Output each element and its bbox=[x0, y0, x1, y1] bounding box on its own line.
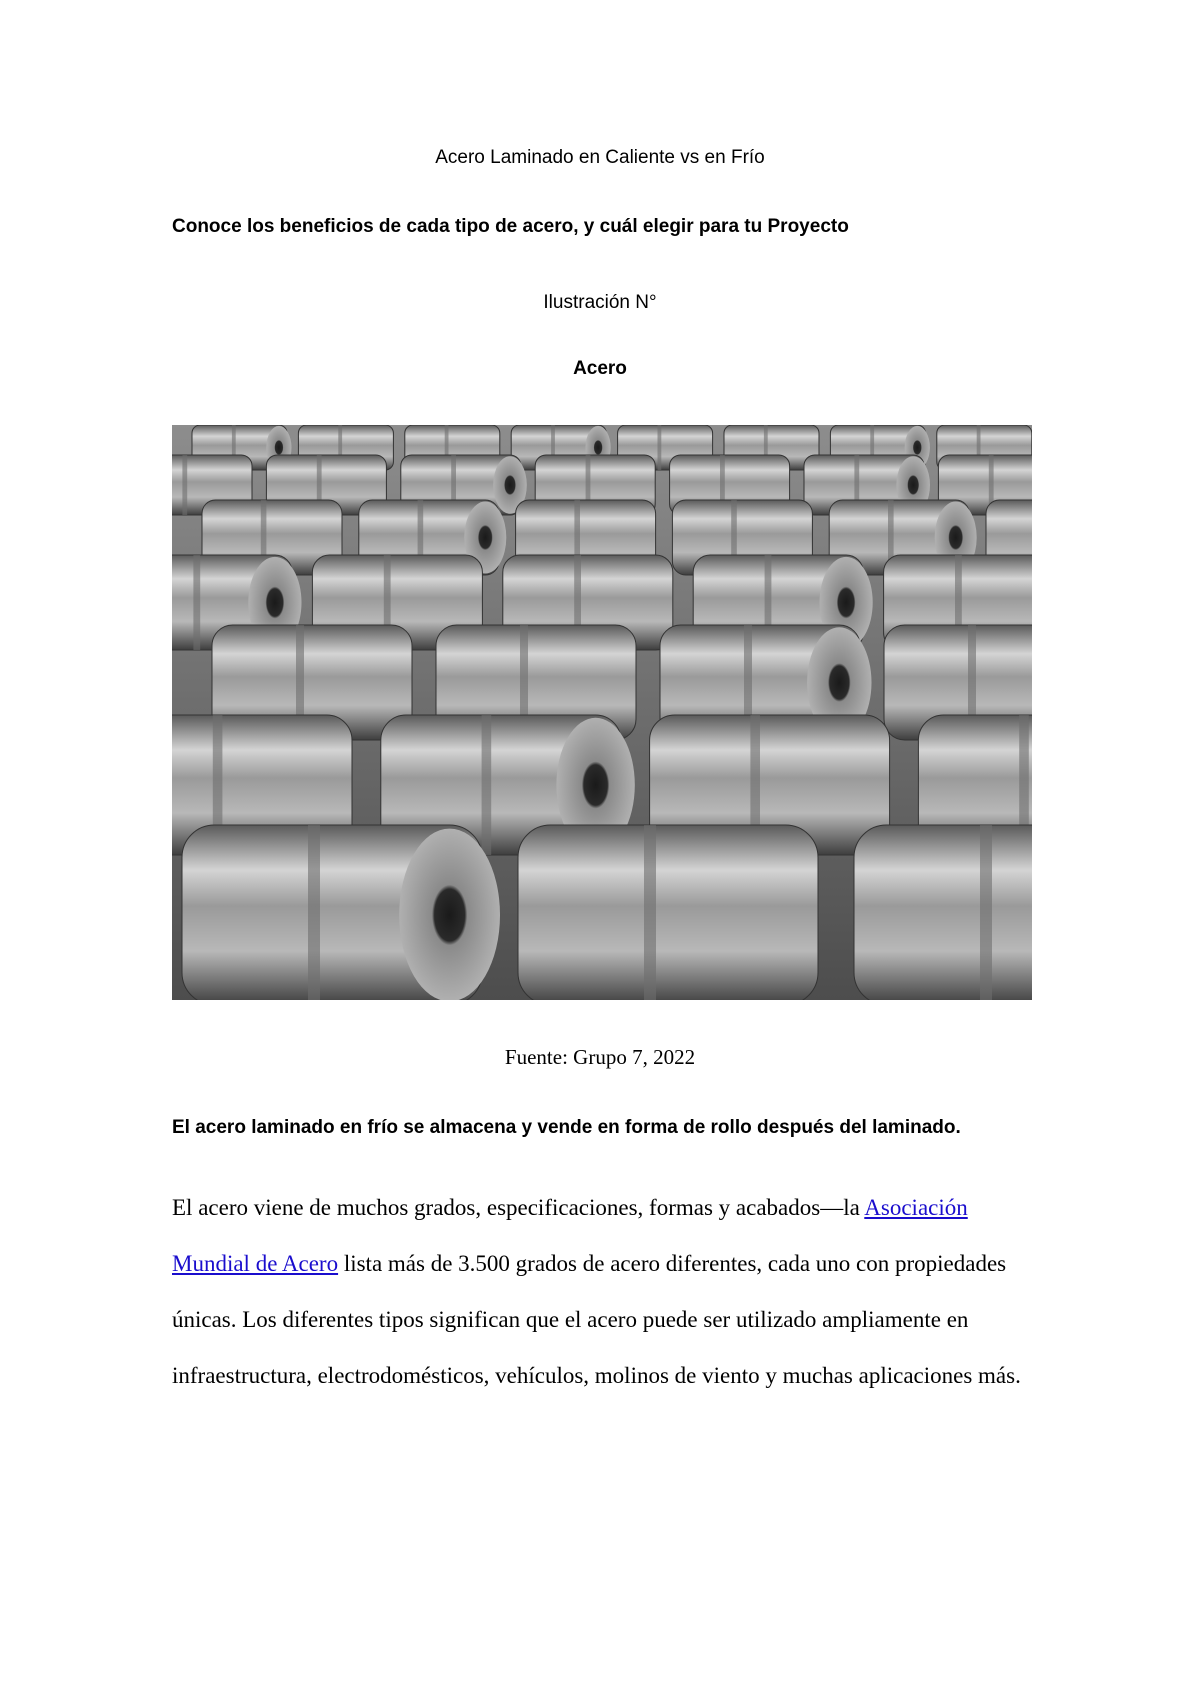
world-steel-association-link[interactable]: Asociación Mundial de Acero bbox=[172, 1195, 968, 1276]
document-title: Acero Laminado en Caliente vs en Frío bbox=[435, 147, 765, 168]
figure-source: Fuente: Grupo 7, 2022 bbox=[504, 1045, 696, 1069]
body-paragraph bbox=[172, 1180, 1032, 1404]
body-text-part2: lista más de 3.500 grados de acero diferentes, cada uno con propiedades únicas. Los diferentes tipos significan que el acero puede ser utilizado ampliamente en infraestructura, electrodomésticos, vehículos, molinos de viento y muchas aplicaciones más. bbox=[172, 1251, 1021, 1388]
figure-label: Ilustración N° bbox=[543, 292, 657, 313]
document-subtitle: Conoce los beneficios de cada tipo de acero, y cuál elegir para tu Proyecto bbox=[172, 216, 849, 237]
steel-coils-photo bbox=[172, 425, 1032, 1000]
figure-name: Acero bbox=[573, 358, 627, 379]
body-text-part1: El acero viene de muchos grados, especificaciones, formas y acabados—la bbox=[172, 1195, 865, 1220]
figure-caption: El acero laminado en frío se almacena y vende en forma de rollo después del laminado. bbox=[172, 1117, 961, 1138]
